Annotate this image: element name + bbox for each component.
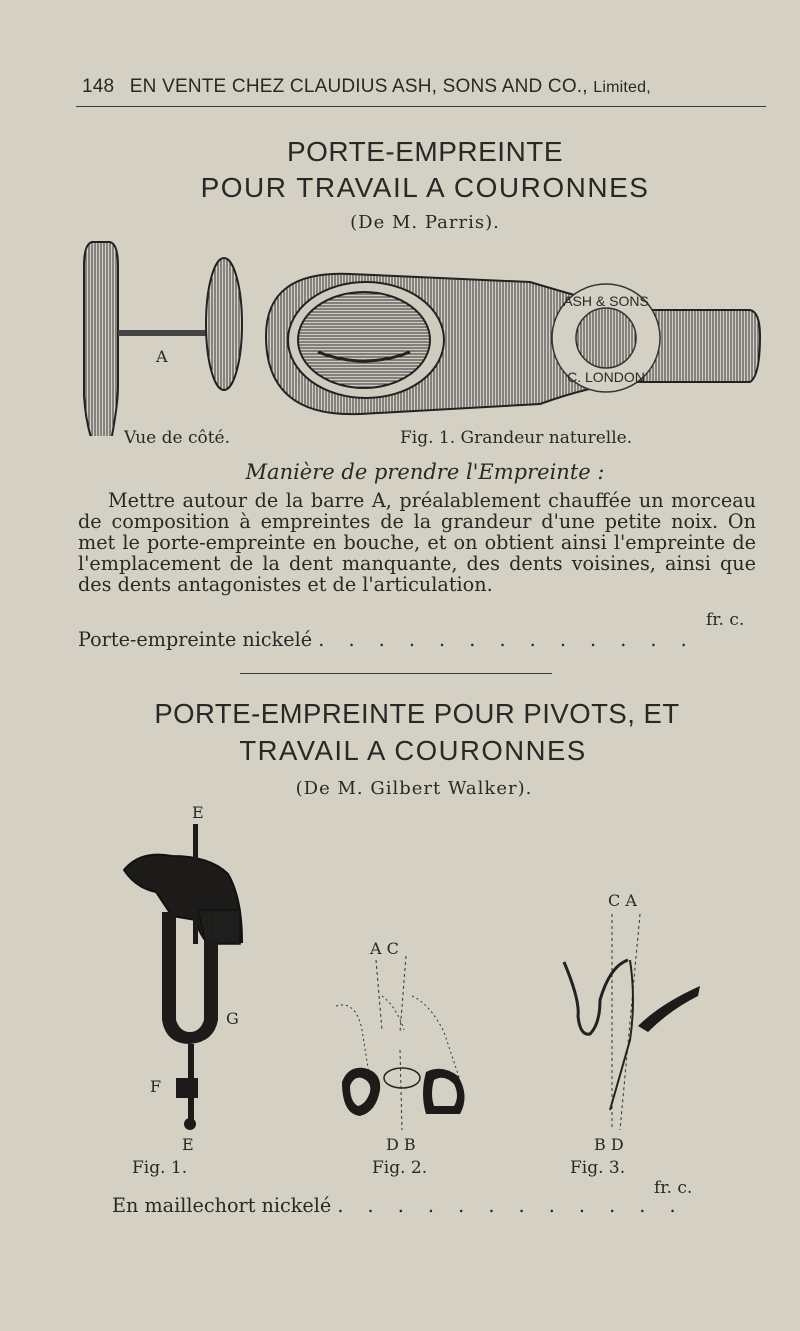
fig3-caption: Fig. 3. (570, 1158, 626, 1178)
running-header (82, 76, 772, 98)
fig1-caption: Fig. 1. (132, 1158, 188, 1178)
fig3-drawing (564, 891, 700, 1154)
fig2-label-bottom: D B (386, 1135, 416, 1154)
top-view-drawing (266, 274, 760, 414)
section1-title-line2: POUR TRAVAIL A COURONNES (200, 172, 650, 203)
fig1-label-e-top: E (192, 803, 204, 822)
price-line-2 (112, 1194, 685, 1217)
fig2-label-top: A C (370, 939, 399, 958)
fig3-label-bottom: B D (594, 1135, 624, 1154)
price-item-name-2: En maillechort nickelé (112, 1194, 332, 1217)
price-leader-dots: . . . . . . . . . . . . . (318, 628, 696, 651)
page-number: 148 (82, 76, 115, 97)
fig2-drawing (336, 939, 465, 1154)
section2-author: (De M. Gilbert Walker). (295, 778, 533, 799)
header-rule (76, 106, 766, 107)
section1-title-line1: PORTE-EMPREINTE (286, 136, 564, 167)
section2-title-line1: PORTE-EMPREINTE POUR PIVOTS, ET (154, 698, 680, 729)
caption-fig1: Fig. 1. Grandeur naturelle. (400, 428, 633, 448)
fig2-caption: Fig. 2. (372, 1158, 428, 1178)
section-divider (240, 673, 552, 674)
caption-side-view: Vue de côté. (124, 428, 231, 448)
price-leader-dots-2: . . . . . . . . . . . . (337, 1194, 685, 1217)
fig1-label-g: G (226, 1009, 239, 1028)
pivot-tray-illustrations (100, 800, 720, 1160)
method-subtitle: Manière de prendre l'Empreinte : (245, 460, 605, 484)
fig3-label-top: C A (608, 891, 637, 910)
header-suffix: Limited, (593, 79, 651, 96)
section2-title-line2: TRAVAIL A COURONNES (239, 735, 587, 766)
fig1-drawing (124, 803, 242, 1154)
label-a: A (156, 347, 168, 366)
impression-tray-illustration (70, 236, 770, 436)
section1-author: (De M. Parris). (350, 212, 500, 233)
method-paragraph-text: Mettre autour de la barre A, préalablement chauffée un morceau de composition à empreintes de la grandeur d'une petite noix. On met le porte-empreinte en bouche, et on obtient ainsi l'empreinte de l'emplacement de la dent manquante, des dents voisines, ainsi que des dents antagonistes et de l'articulation. (78, 489, 756, 596)
currency-header-2: fr. c. (654, 1178, 693, 1198)
side-view-drawing (84, 242, 242, 436)
price-item-name: Porte-empreinte nickelé (78, 628, 313, 651)
stamp-text-top: ASH & SONS (563, 293, 649, 309)
fig1-label-e-bottom: E (182, 1135, 194, 1154)
currency-header: fr. c. (706, 610, 745, 630)
fig1-label-f: F (150, 1077, 162, 1096)
stamp-text-bottom: C. LONDON (567, 369, 645, 385)
header-text: EN VENTE CHEZ CLAUDIUS ASH, SONS AND CO., (129, 76, 588, 97)
price-line-1 (78, 628, 696, 651)
method-paragraph (78, 490, 756, 595)
